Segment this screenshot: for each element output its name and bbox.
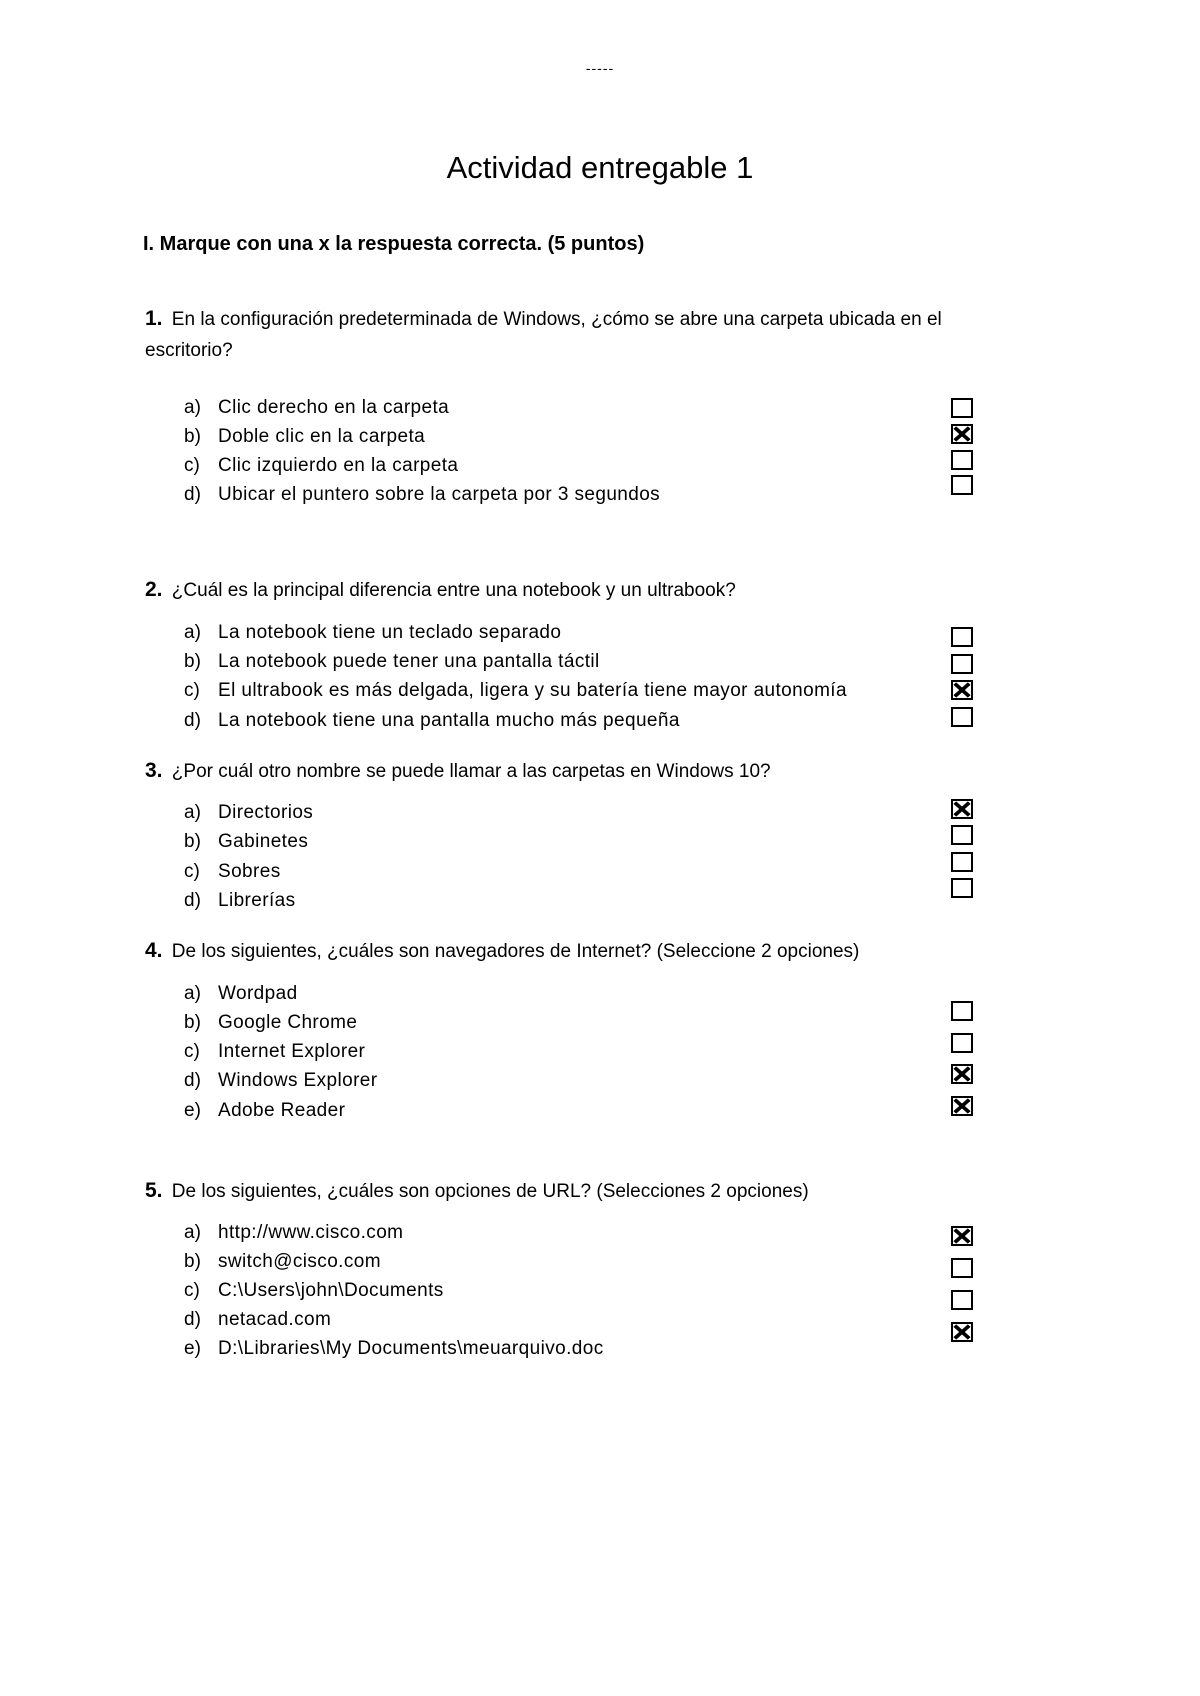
option-letter: d) [184,484,201,505]
option-letter: b) [184,651,201,672]
option-letter: c) [184,1041,200,1062]
option-letter: d) [184,890,201,911]
question-5 [145,1175,1005,1207]
option-text: Ubicar el puntero sobre la carpeta por 3 segundos [218,484,661,505]
checkbox-5a[interactable] [951,1226,973,1246]
checkbox-3a[interactable] [951,799,973,819]
option-letter: d) [184,1309,201,1330]
option-letter: a) [184,802,201,823]
x-mark-icon [953,1066,971,1082]
option-text: C:\Users\john\Documents [218,1280,444,1301]
option-letter: c) [184,861,200,882]
option-text: Google Chrome [218,1012,358,1033]
checkbox-4d[interactable] [951,1096,973,1116]
question-1 [145,303,1005,366]
option-letter: b) [184,831,201,852]
checkbox-5d[interactable] [951,1322,973,1342]
checkbox-5c[interactable] [951,1290,973,1310]
checkbox-4b[interactable] [951,1033,973,1053]
option-text: Directorios [218,802,314,823]
option-4c [184,1037,365,1066]
option-text: Gabinetes [218,831,309,852]
question-3 [145,755,1005,787]
question-number: 2. [145,578,163,601]
option-5d [184,1305,331,1334]
option-text: Clic izquierdo en la carpeta [218,455,459,476]
question-text: De los siguientes, ¿cuáles son opciones de URL? (Selecciones 2 opciones) [171,1181,809,1202]
option-letter: c) [184,1280,200,1301]
option-letter: b) [184,1251,201,1272]
option-text: Librerías [218,890,296,911]
question-text: En la configuración predeterminada de Windows, ¿cómo se abre una carpeta ubicada en el escritorio? [145,309,942,361]
option-1a [184,393,449,422]
option-4d [184,1066,378,1095]
option-letter: d) [184,710,201,731]
question-number: 5. [145,1179,163,1202]
question-2 [145,574,1005,606]
option-1d [184,480,660,509]
option-text: switch@cisco.com [218,1251,381,1272]
option-2a [184,618,561,647]
option-3a [184,798,313,827]
checkbox-2c[interactable] [951,680,973,700]
option-letter: a) [184,983,201,1004]
checkbox-3c[interactable] [951,852,973,872]
option-5c [184,1276,444,1305]
option-4b [184,1008,357,1037]
option-5e [184,1334,604,1363]
checkbox-3b[interactable] [951,825,973,845]
option-2c [184,676,847,705]
option-text: Internet Explorer [218,1041,366,1062]
option-letter: b) [184,426,201,447]
option-5a [184,1218,403,1247]
option-text: Clic derecho en la carpeta [218,397,450,418]
checkbox-3d[interactable] [951,878,973,898]
checkbox-2d[interactable] [951,707,973,727]
option-letter: d) [184,1070,201,1091]
checkbox-1c[interactable] [951,450,973,470]
question-number: 1. [145,307,163,330]
option-text: Windows Explorer [218,1070,378,1091]
checkbox-2b[interactable] [951,654,973,674]
question-number: 4. [145,939,163,962]
option-1c [184,451,458,480]
option-1b [184,422,425,451]
option-text: La notebook tiene un teclado separado [218,622,562,643]
option-letter: b) [184,1012,201,1033]
checkbox-4c[interactable] [951,1064,973,1084]
option-text: http://www.cisco.com [218,1222,404,1243]
x-mark-icon [953,1098,971,1114]
option-text: Adobe Reader [218,1100,346,1121]
x-mark-icon [953,1228,971,1244]
header-mark: ----- [585,60,615,76]
option-text: El ultrabook es más delgada, ligera y su batería tiene mayor autonomía [218,680,847,701]
option-letter: c) [184,680,200,701]
option-text: La notebook tiene una pantalla mucho más pequeña [218,710,680,731]
question-4 [145,935,1005,967]
question-text: ¿Por cuál otro nombre se puede llamar a las carpetas en Windows 10? [171,761,771,782]
option-3d [184,886,296,915]
checkbox-1a[interactable] [951,398,973,418]
option-letter: a) [184,1222,201,1243]
x-mark-icon [953,801,971,817]
option-letter: a) [184,397,201,418]
option-text: D:\Libraries\My Documents\meuarquivo.doc [218,1338,604,1359]
option-2d [184,706,680,735]
option-3b [184,827,308,856]
checkbox-1d[interactable] [951,475,973,495]
option-letter: e) [184,1100,201,1121]
x-mark-icon [953,1324,971,1340]
option-letter: c) [184,455,200,476]
option-letter: e) [184,1338,201,1359]
option-text: La notebook puede tener una pantalla táctil [218,651,600,672]
instruction: I. Marque con una x la respuesta correcta. (5 puntos) [143,233,645,255]
question-number: 3. [145,759,163,782]
option-text: netacad.com [218,1309,332,1330]
page-title: Actividad entregable 1 [446,150,754,185]
option-text: Sobres [218,861,281,882]
option-text: Wordpad [218,983,298,1004]
checkbox-5b[interactable] [951,1258,973,1278]
checkbox-4a[interactable] [951,1001,973,1021]
option-5b [184,1247,381,1276]
option-4a [184,979,298,1008]
option-4e [184,1096,345,1125]
x-mark-icon [953,682,971,698]
option-letter: a) [184,622,201,643]
checkbox-2a[interactable] [951,627,973,647]
x-mark-icon [953,426,971,442]
option-3c [184,857,281,886]
option-2b [184,647,600,676]
question-text: ¿Cuál es la principal diferencia entre una notebook y un ultrabook? [171,580,736,601]
checkbox-1b[interactable] [951,424,973,444]
question-text: De los siguientes, ¿cuáles son navegadores de Internet? (Seleccione 2 opciones) [171,941,860,962]
option-text: Doble clic en la carpeta [218,426,426,447]
